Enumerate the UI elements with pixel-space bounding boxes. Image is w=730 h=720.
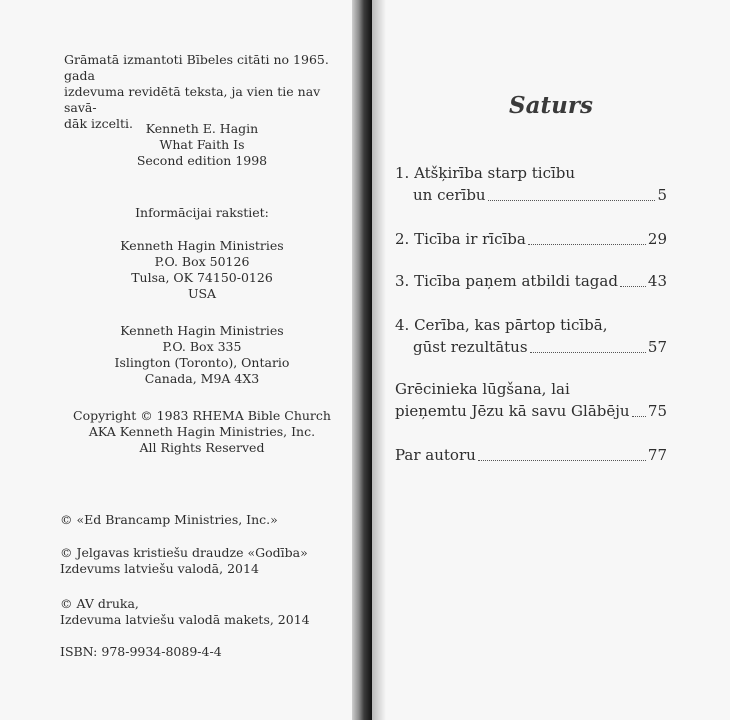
copyright-line: All Rights Reserved [139, 440, 265, 455]
toc-entry-text: Grēcinieka lūgšana, lai [395, 380, 570, 398]
address-line: P.O. Box 335 [162, 339, 242, 354]
copyright-line: Copyright © 1983 RHEMA Bible Church [73, 408, 331, 423]
toc-page-number: 57 [647, 338, 667, 356]
toc-title: Saturs [509, 92, 593, 119]
address-line: Islington (Toronto), Ontario [114, 355, 290, 370]
book-spine [352, 0, 372, 720]
address-line: Canada, M9A 4X3 [144, 371, 260, 386]
intro-note [64, 52, 336, 132]
address-canada [60, 323, 344, 387]
original-author: Kenneth E. Hagin [145, 121, 259, 136]
toc-leader-dots [478, 460, 646, 461]
original-title: What Faith Is [159, 137, 245, 152]
toc-entry-text: Par autoru [395, 446, 476, 464]
address-line: P.O. Box 50126 [154, 254, 250, 269]
toc-entry-2 [395, 228, 667, 250]
credit-line: Izdevums latviešu valodā, 2014 [60, 561, 259, 576]
info-label: Informācijai rakstiet: [135, 205, 269, 220]
toc-entry-text: 3. Ticība paņem atbildi tagad [395, 272, 618, 290]
toc-entry-1 [395, 162, 667, 206]
toc-page-number: 29 [647, 230, 667, 248]
copyright-block [60, 408, 344, 456]
address-usa [60, 238, 344, 302]
toc-leader-dots [632, 416, 646, 417]
toc-entry-text: gūst rezultātus [413, 338, 528, 356]
toc-entry-text: un cerību [413, 186, 486, 204]
isbn: ISBN: 978-9934-8089-4-4 [60, 644, 222, 659]
address-line: Tulsa, OK 74150-0126 [131, 270, 273, 285]
toc-leader-dots [620, 286, 646, 287]
address-line: Kenneth Hagin Ministries [120, 238, 284, 253]
credit-line: © AV druka, [60, 596, 139, 611]
credit-jelgava [60, 545, 310, 577]
toc-page-number: 75 [647, 402, 667, 420]
toc-entry-5 [395, 378, 667, 422]
toc-entry-text: 4. Cerība, kas pārtop ticībā, [395, 316, 608, 334]
intro-line: izdevuma revidētā teksta, ja vien tie nav savā- [64, 84, 321, 115]
address-line: USA [187, 286, 217, 301]
toc-leader-dots [488, 200, 656, 201]
toc-entry-text: pieņemtu Jēzu kā savu Glābēju [395, 402, 630, 420]
credit-avdruka [60, 596, 310, 628]
toc-entry-text: 2. Ticība ir rīcība [395, 230, 526, 248]
intro-line: dāk izcelti. [64, 116, 133, 131]
address-line: Kenneth Hagin Ministries [120, 323, 284, 338]
original-edition-line: Second edition 1998 [136, 153, 268, 168]
credit-line: Izdevuma latviešu valodā makets, 2014 [60, 612, 310, 627]
intro-line: Grāmatā izmantoti Bībeles citāti no 1965. gada [64, 52, 329, 83]
toc-page-number: 5 [657, 186, 667, 204]
toc-entry-text: 1. Atšķirība starp ticību [395, 164, 576, 182]
toc-leader-dots [530, 352, 646, 353]
toc-page-number: 43 [647, 272, 667, 290]
credit-line: © Jelgavas kristiešu draudze «Godība» [60, 545, 308, 560]
toc-leader-dots [528, 244, 646, 245]
credit-brancamp: © «Ed Brancamp Ministries, Inc.» [60, 512, 278, 527]
toc-entry-6 [395, 444, 667, 466]
toc-entry-3 [395, 270, 667, 292]
toc-page-number: 77 [647, 446, 667, 464]
copyright-line: AKA Kenneth Hagin Ministries, Inc. [88, 424, 316, 439]
original-edition [60, 121, 344, 169]
toc-entry-4 [395, 314, 667, 358]
